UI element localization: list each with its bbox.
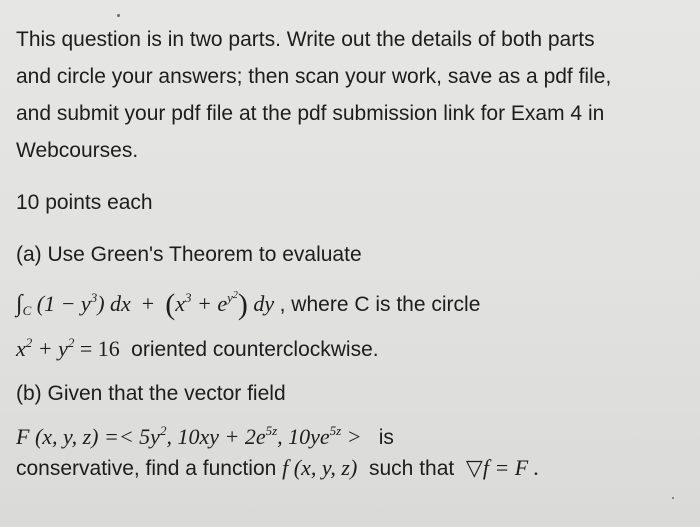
speck-mark [117,14,120,17]
intro-line-1: This question is in two parts. Write out the details of both parts [16,28,595,51]
vector-field-expression: F (x, y, $z) =< 5y^2$, $10xy + 2e^{5z}$, $10ye^{5z}$ > [16,423,362,449]
intro-line-2: and circle your answers; then scan your work, save as a pdf file, [16,65,612,88]
part-a-integral-line [16,283,480,324]
intro-line-3: and submit your pdf file at the pdf submission link for Exam 4 in [16,102,605,125]
function-expression: f (x, y, z) [282,455,358,480]
oriented-text: oriented counterclockwise. [131,338,379,361]
points-label: 10 points each [16,191,153,214]
gradient-expression: ▽f = F . [465,455,540,480]
line-integral-expression: $\int_C$ $(1 - y^3)$ dx + $(x^3 + e^{y^2})$ dy [16,288,275,321]
part-b-field-line [16,418,394,451]
part-b-heading: (b) Given that the vector field [16,382,286,405]
part-a-heading: (a) Use Green's Theorem to evaluate [16,243,362,266]
circle-equation: $x^2 + y^2 = 16$ [16,335,120,361]
part-b-conservative-line [16,455,539,482]
speck-mark [672,497,674,499]
intro-line-4: Webcourses. [16,139,139,162]
conservative-text: conservative, find a function [16,457,277,480]
such-that-text: such that [369,457,455,480]
where-text: , where C is the circle [279,293,481,316]
is-text: is [378,426,394,449]
part-a-circle-line [16,330,379,363]
